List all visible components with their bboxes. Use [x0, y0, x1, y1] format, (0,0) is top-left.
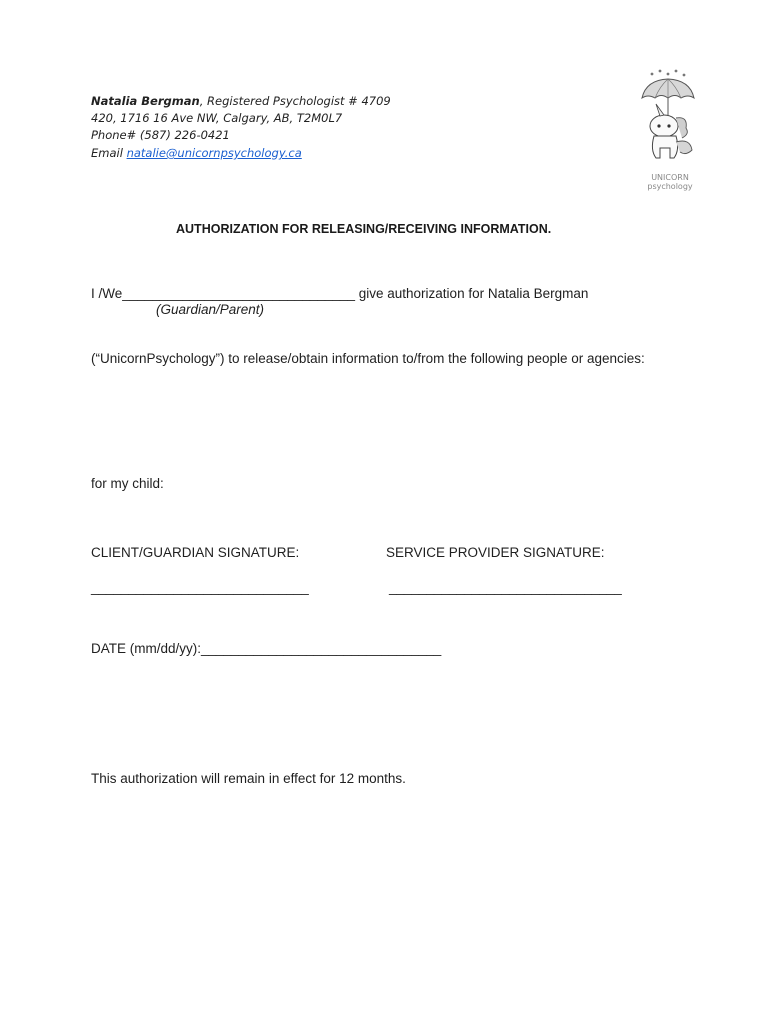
- client-signature-label: CLIENT/GUARDIAN SIGNATURE:: [91, 545, 300, 560]
- provider-address: 420, 1716 16 Ave NW, Calgary, AB, T2M0L7: [91, 111, 343, 125]
- email-label: Email: [91, 146, 127, 160]
- provider-email-line: [91, 145, 302, 162]
- email-link[interactable]: natalie@unicornpsychology.ca: [126, 146, 302, 160]
- guardian-parent-sublabel: (Guardian/Parent): [156, 302, 265, 317]
- provider-name: Natalia Bergman: [91, 94, 200, 108]
- release-purpose-text: (“UnicornPsychology”) to release/obtain information to/from the following people or agencies:: [91, 351, 645, 366]
- logo-text-unicorn: UNICORN: [651, 173, 689, 182]
- logo-text-psychology: psychology: [647, 182, 693, 191]
- provider-credential: , Registered Psychologist # 4709: [199, 94, 391, 108]
- guardian-authorization-line[interactable]: I /We_______________________________ give authorization for Natalia Bergman: [91, 286, 589, 301]
- client-signature-field[interactable]: _____________________________: [91, 580, 309, 595]
- date-field[interactable]: DATE (mm/dd/yy):________________________________: [91, 641, 442, 656]
- provider-signature-label: SERVICE PROVIDER SIGNATURE:: [386, 545, 605, 560]
- provider-signature-field[interactable]: _______________________________: [389, 580, 622, 595]
- unicorn-umbrella-icon: [630, 66, 710, 170]
- child-label: for my child:: [91, 476, 164, 491]
- unicorn-logo: [630, 66, 710, 190]
- document-title: AUTHORIZATION FOR RELEASING/RECEIVING INFORMATION.: [176, 222, 552, 236]
- provider-phone: Phone# (587) 226-0421: [91, 128, 230, 142]
- provider-name-line: [91, 93, 391, 110]
- authorization-duration-note: This authorization will remain in effect for 12 months.: [91, 771, 406, 786]
